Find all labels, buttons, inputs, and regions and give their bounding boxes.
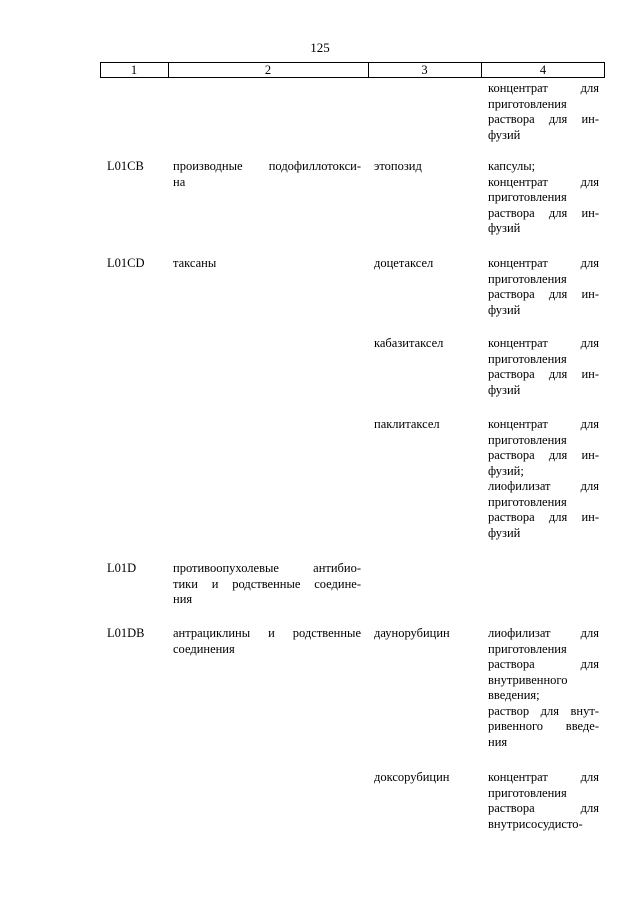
dosage-form bbox=[488, 81, 599, 143]
text-line: ривенного введе- bbox=[488, 719, 599, 733]
text-line: фузий bbox=[488, 302, 521, 317]
text-line: приготовления bbox=[488, 641, 567, 656]
dosage-form bbox=[488, 417, 599, 541]
text-line: производные подофиллотокси- bbox=[173, 159, 361, 173]
text-line: раствора для bbox=[488, 801, 599, 815]
text-line: фузий bbox=[488, 127, 521, 142]
text-line: приготовления bbox=[488, 96, 567, 111]
text-line: приготовления bbox=[488, 190, 567, 204]
drug-name: даунорубицин bbox=[374, 626, 450, 640]
column-header-3: 3 bbox=[421, 63, 428, 77]
text-line: раствора для ин- bbox=[488, 367, 599, 381]
table-header bbox=[100, 62, 605, 78]
text-line: концентрат для bbox=[488, 174, 599, 189]
text-line: на bbox=[173, 174, 186, 189]
text-line: раствора для ин- bbox=[488, 112, 599, 126]
atc-code: L01DB bbox=[107, 626, 145, 640]
text-line: приготовления bbox=[488, 494, 567, 509]
drug-name: паклитаксел bbox=[374, 417, 440, 431]
anatomical-therapeutic-group bbox=[173, 626, 361, 657]
anatomical-therapeutic-group bbox=[173, 256, 361, 272]
drug-name: кабазитаксел bbox=[374, 336, 444, 350]
dosage-form bbox=[488, 770, 599, 832]
dosage-form bbox=[488, 256, 599, 318]
text-line: противоопухолевые антибио- bbox=[173, 561, 361, 575]
text-line: раствора для ин- bbox=[488, 205, 599, 220]
table-border bbox=[604, 63, 605, 77]
text-line: концентрат для bbox=[488, 770, 599, 784]
text-line: раствор для внут- bbox=[488, 703, 599, 718]
text-line: антрациклины и родственные bbox=[173, 626, 361, 640]
text-line: фузий bbox=[488, 382, 521, 397]
text-line: концентрат для bbox=[488, 417, 599, 431]
text-line: концентрат для bbox=[488, 336, 599, 350]
text-line: капсулы; bbox=[488, 159, 536, 173]
text-line: фузий; bbox=[488, 463, 524, 478]
dosage-form bbox=[488, 626, 599, 750]
page-number: 125 bbox=[310, 40, 330, 55]
text-line: внутрисосудисто- bbox=[488, 816, 583, 831]
drug-name: этопозид bbox=[374, 159, 422, 173]
text-line: лиофилизат для bbox=[488, 626, 599, 640]
text-line: раствора для ин- bbox=[488, 510, 599, 524]
text-line: ния bbox=[488, 734, 508, 749]
dosage-form bbox=[488, 159, 599, 237]
text-line: приготовления bbox=[488, 785, 567, 800]
text-line: лиофилизат для bbox=[488, 479, 599, 493]
text-line: тики и родственные соедине- bbox=[173, 576, 361, 591]
text-line: фузий bbox=[488, 221, 521, 235]
text-line: введения; bbox=[488, 688, 540, 702]
text-line: соединения bbox=[173, 641, 235, 656]
column-header-1: 1 bbox=[130, 63, 138, 77]
atc-code: L01D bbox=[107, 561, 137, 575]
drug-name: доцетаксел bbox=[374, 256, 434, 270]
anatomical-therapeutic-group bbox=[173, 561, 361, 608]
text-line: внутривенного bbox=[488, 672, 568, 687]
text-line: концентрат для bbox=[488, 81, 599, 95]
dosage-form bbox=[488, 336, 599, 398]
text-line: приготовления bbox=[488, 432, 567, 447]
text-line: таксаны bbox=[173, 256, 217, 270]
column-header-2: 2 bbox=[264, 63, 272, 77]
column-header-4: 4 bbox=[539, 63, 547, 77]
text-line: ния bbox=[173, 592, 193, 606]
anatomical-therapeutic-group bbox=[173, 159, 361, 190]
text-line: раствора для ин- bbox=[488, 287, 599, 301]
text-line: приготовления bbox=[488, 271, 567, 286]
text-line: концентрат для bbox=[488, 256, 599, 270]
atc-code: L01CB bbox=[107, 159, 144, 173]
atc-code: L01CD bbox=[107, 256, 145, 270]
text-line: приготовления bbox=[488, 351, 567, 366]
text-line: раствора для bbox=[488, 657, 599, 671]
drug-name: доксорубицин bbox=[374, 770, 450, 784]
text-line: раствора для ин- bbox=[488, 448, 599, 462]
text-line: фузий bbox=[488, 525, 521, 540]
